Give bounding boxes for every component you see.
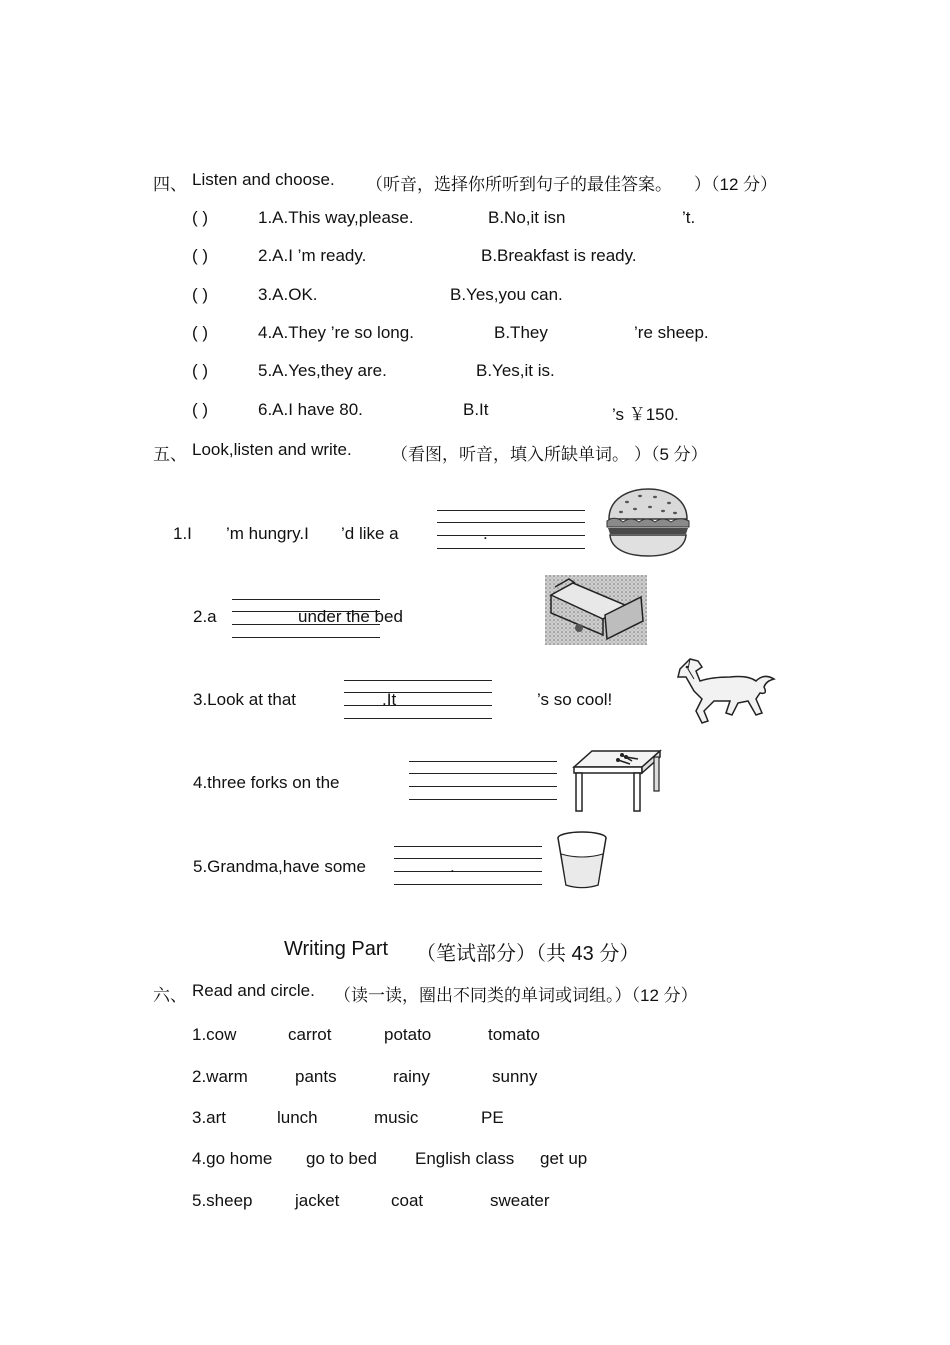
q4-text: 4.three forks on the [193, 773, 340, 792]
word[interactable]: English class [415, 1149, 515, 1168]
word[interactable]: 3.art [192, 1108, 227, 1127]
section-5-title: Look,listen and write. [192, 440, 352, 459]
word[interactable]: 5.sheep [192, 1191, 253, 1210]
option-b: B.Yes,it is. [476, 361, 555, 380]
section-4-instructions: （听音，选择你所听到句子的最佳答案。 [366, 175, 672, 194]
q5-text: 5.Grandma,have some [193, 857, 366, 876]
writing-part-title: Writing Part [284, 938, 389, 960]
option-b: B.Yes,you can. [450, 285, 563, 304]
word[interactable]: sunny [492, 1067, 538, 1086]
horse-icon [672, 655, 776, 727]
section-5-score: ）（5 分） [634, 445, 708, 464]
answer-bracket[interactable]: ( ) [192, 208, 209, 227]
option-b: B.They [494, 323, 548, 342]
answer-bracket[interactable]: ( ) [192, 285, 209, 304]
answer-bracket[interactable]: ( ) [192, 323, 209, 342]
option-b: B.No,it isn [488, 208, 566, 227]
option-b: B.Breakfast is ready. [481, 246, 637, 265]
answer-bracket[interactable]: ( ) [192, 246, 209, 265]
q1-text-mid: ’m hungry.I [226, 524, 309, 543]
word[interactable]: 1.cow [192, 1025, 237, 1044]
option-a: 2.A.I ’m ready. [258, 246, 367, 265]
word[interactable]: music [374, 1108, 419, 1127]
option-b: B.It [463, 400, 489, 419]
q2-text-start: 2.a [193, 607, 217, 626]
section-5-instructions: （看图，听音，填入所缺单词。 [391, 445, 629, 464]
option-b-tail: ’t. [682, 208, 696, 227]
word[interactable]: carrot [288, 1025, 332, 1044]
option-a: 1.A.This way,please. [258, 208, 414, 227]
word[interactable]: go to bed [306, 1149, 377, 1168]
q3-text-start: 3.Look at that [193, 690, 297, 709]
q4-writing-lines[interactable] [409, 761, 557, 801]
answer-bracket[interactable]: ( ) [192, 361, 209, 380]
section-6-instructions: （读一读，圈出不同类的单词或词组。）（12 分） [334, 986, 698, 1005]
section-6-number: 六、 [153, 986, 187, 1005]
word[interactable]: rainy [393, 1067, 430, 1086]
word[interactable]: 4.go home [192, 1149, 273, 1168]
writing-part-note: （笔试部分）（共 43 分） [416, 943, 640, 965]
word[interactable]: jacket [295, 1191, 340, 1210]
q3-text-end: ’s so cool! [537, 690, 613, 709]
section-4-score: ）（12 分） [694, 175, 778, 194]
word[interactable]: get up [540, 1149, 588, 1168]
q5-writing-lines[interactable] [394, 846, 542, 886]
bed-icon [545, 575, 647, 645]
q2-text-end: under the bed [298, 607, 403, 626]
section-5-number: 五、 [153, 445, 187, 464]
word[interactable]: potato [384, 1025, 432, 1044]
option-a: 4.A.They ’re so long. [258, 323, 414, 342]
word[interactable]: PE [481, 1108, 504, 1127]
q1-text-end: ’d like a [341, 524, 399, 543]
glass-icon [555, 830, 609, 890]
option-a: 3.A.OK. [258, 285, 318, 304]
table-with-forks-icon [572, 747, 662, 813]
q1-writing-lines[interactable] [437, 510, 585, 550]
q5-period: . [450, 857, 455, 876]
hamburger-icon [605, 487, 691, 559]
answer-bracket[interactable]: ( ) [192, 400, 209, 419]
section-6-title: Read and circle. [192, 981, 315, 1000]
word[interactable]: coat [391, 1191, 424, 1210]
q1-period: . [483, 524, 488, 543]
word[interactable]: lunch [277, 1108, 318, 1127]
word[interactable]: tomato [488, 1025, 540, 1044]
q3-writing-lines[interactable] [344, 680, 492, 720]
word[interactable]: 2.warm [192, 1067, 248, 1086]
option-a: 6.A.I have 80. [258, 400, 363, 419]
option-a: 5.A.Yes,they are. [258, 361, 387, 380]
section-4-title: Listen and choose. [192, 170, 335, 189]
q3-text-mid: .It [382, 690, 397, 709]
word[interactable]: pants [295, 1067, 337, 1086]
q1-text-start: 1.I [173, 524, 192, 543]
word[interactable]: sweater [490, 1191, 550, 1210]
option-b-tail: ’re sheep. [634, 323, 709, 342]
section-4-number: 四、 [153, 175, 187, 194]
option-b-tail: ’s ￥150. [612, 405, 679, 424]
